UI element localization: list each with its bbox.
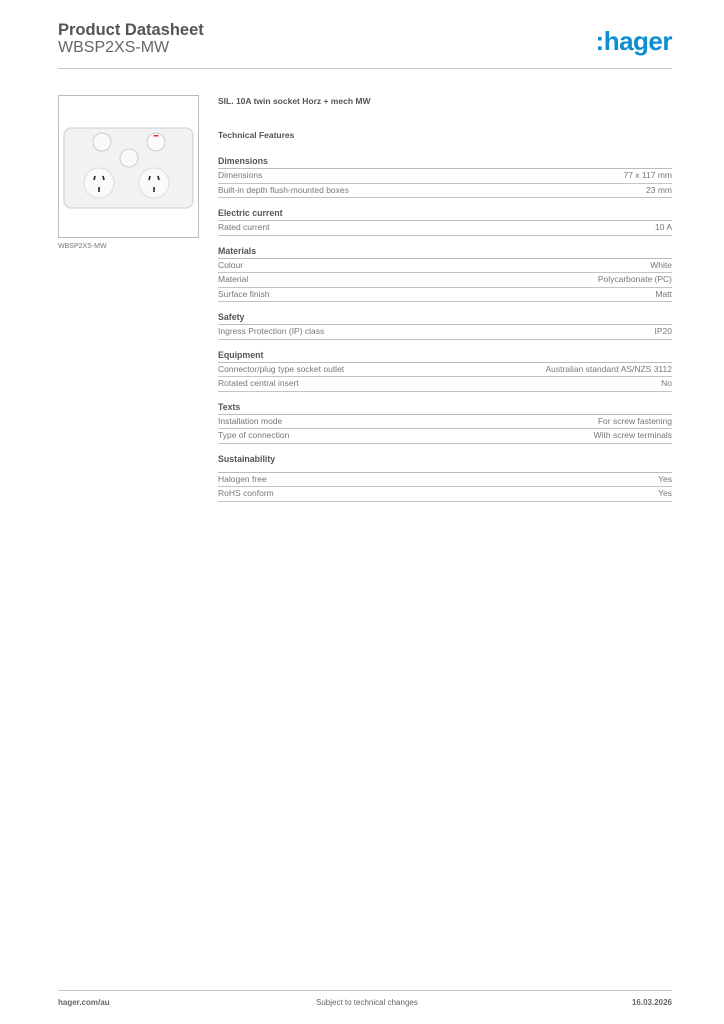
section-heading: Texts — [218, 401, 672, 415]
product-image — [58, 95, 199, 238]
spec-value: Yes — [658, 488, 672, 498]
spec-label: Material — [218, 274, 249, 284]
spec-value: No — [661, 378, 672, 388]
spec-row — [218, 169, 672, 184]
page-title: Product Datasheet — [58, 21, 204, 39]
spec-value: 10 A — [654, 222, 672, 232]
hager-logo: :hager — [595, 26, 672, 56]
spec-row — [218, 259, 672, 274]
image-caption: WBSP2XS-MW — [58, 243, 107, 250]
spec-section — [218, 311, 672, 340]
spec-label: Colour — [218, 259, 244, 270]
spec-section — [218, 453, 672, 502]
footer-divider — [58, 990, 672, 991]
spec-value: Australian standard AS/NZS 3112 — [545, 363, 672, 374]
spec-label: Rotated central insert — [218, 378, 299, 388]
spec-section — [218, 349, 672, 392]
spec-row — [218, 325, 672, 340]
spec-label: RoHS conform — [218, 488, 274, 498]
section-heading: Dimensions — [218, 155, 672, 169]
section-heading: Equipment — [218, 349, 672, 363]
footer-website[interactable]: hager.com/au — [58, 998, 110, 1007]
spec-row — [218, 288, 672, 303]
section-heading: Sustainability — [218, 453, 672, 473]
spec-label: Halogen free — [218, 473, 267, 484]
spec-row — [218, 363, 672, 378]
spec-value: For screw fastening — [597, 415, 672, 426]
spec-section — [218, 207, 672, 236]
spec-label: Rated current — [218, 222, 270, 232]
spec-value: 77 x 117 mm — [623, 170, 672, 180]
spec-table — [218, 155, 672, 511]
spec-section — [218, 245, 672, 303]
spec-value: With screw terminals — [593, 430, 672, 440]
spec-value: Matt — [655, 288, 672, 299]
spec-label: Type of connection — [218, 430, 290, 440]
spec-label: Surface finish — [218, 288, 270, 299]
spec-row — [218, 415, 672, 430]
spec-row — [218, 273, 672, 288]
header-divider — [58, 68, 672, 69]
spec-row — [218, 487, 672, 502]
spec-label: Dimensions — [218, 170, 263, 180]
spec-section — [218, 155, 672, 198]
spec-value: Yes — [658, 473, 672, 484]
section-heading: Materials — [218, 245, 672, 259]
spec-row — [218, 184, 672, 199]
spec-label: Ingress Protection (IP) class — [218, 326, 325, 336]
spec-value: 23 mm — [646, 184, 672, 195]
product-code: WBSP2XS-MW — [58, 39, 170, 56]
spec-label: Built-in depth flush-mounted boxes — [218, 184, 349, 195]
spec-row — [218, 221, 672, 236]
spec-value: Polycarbonate (PC) — [597, 274, 672, 284]
footer-notice: Subject to technical changes — [316, 998, 418, 1007]
section-heading: Safety — [218, 311, 672, 325]
spec-label: Connector/plug type socket outlet — [218, 363, 345, 374]
footer-date: 16.03.2026 — [631, 998, 672, 1007]
section-heading: Electric current — [218, 207, 672, 221]
spec-row — [218, 473, 672, 488]
spec-value: IP20 — [654, 326, 672, 336]
spec-value: White — [650, 259, 672, 270]
product-description: SIL. 10A twin socket Horz + mech MW — [218, 96, 371, 106]
spec-label: Installation mode — [218, 415, 283, 426]
spec-row — [218, 377, 672, 392]
technical-features-heading: Technical Features — [218, 130, 295, 140]
spec-row — [218, 429, 672, 444]
spec-section — [218, 401, 672, 444]
